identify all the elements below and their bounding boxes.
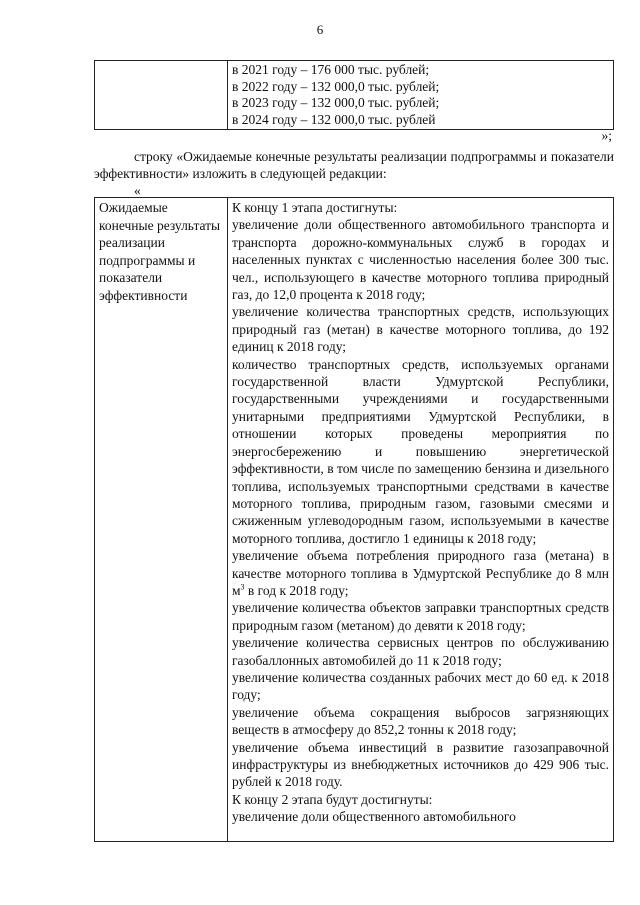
funding-table	[94, 60, 614, 130]
stage-heading: К концу 1 этапа достигнуты:	[232, 200, 398, 215]
funding-line: в 2021 году – 176 000 тыс. рублей;	[232, 62, 430, 77]
results-table	[94, 197, 614, 842]
result-item: увеличение количества созданных рабочих мест до 60 ед. к 2018 году;	[232, 669, 609, 703]
result-item: увеличение количества транспортных средств, использующих природный газ (метан) в качестве моторного топлива, до 192 единиц к 2018 году;	[232, 304, 609, 355]
result-item: увеличение количества сервисных центров по обслуживанию газобаллонных автомобилей до 11 к 2018 году;	[232, 635, 609, 668]
result-item: количество транспортных средств, используемых органами государственной власти Удмуртской Республики, государственными учреждениями и государственными унитарными предприятиями Удмуртской Республики, в отношении которых проведены мероприятия по энергосбережению и повышению энергетической эффективности, в том числе по замещению бензина и дизельного топлива, используемых транспортными средствами в качестве моторного топлива, природным газом, газовыми смесями и сжиженным углеводородным газом, используемыми в качестве моторного топлива, достигло 1 единицы к 2018 году;	[232, 356, 609, 546]
funding-line: в 2024 году – 132 000,0 тыс. рублей	[232, 111, 436, 127]
funding-line: в 2022 году – 132 000,0 тыс. рублей;	[232, 78, 440, 94]
amendment-paragraph: строку «Ожидаемые конечные результаты реализации подпрограммы и показатели эффективности» изложить в следующей редакции:	[94, 149, 614, 181]
stage-heading: К концу 2 этапа будут достигнуты:	[232, 791, 433, 807]
result-item-text: в год к 2018 году;	[244, 582, 349, 598]
funding-line: в 2023 году – 132 000,0 тыс. рублей;	[232, 95, 440, 110]
result-item: увеличение доли общественного автомобильного	[232, 809, 516, 825]
superscript: 3	[240, 582, 245, 592]
funding-table-left-cell	[95, 61, 228, 130]
results-content-cell	[228, 198, 614, 842]
result-item: увеличение объема инвестиций в развитие газозаправочной инфраструктуры из внебюджетных источников до 429 906 тыс. рублей к 2018 году.	[232, 739, 609, 790]
results-label-cell: Ожидаемые конечные результаты реализации подпрограммы и показатели эффективности	[95, 198, 228, 842]
result-item: увеличение доли общественного автомобильного транспорта и транспорта дорожно-коммунальных служб в городах и населенных пунктах с численностью населения более 300 тыс. чел., использующего в качестве моторного топлива природный газ, до 12,0 процента к 2018 году;	[232, 217, 609, 303]
table-row	[95, 61, 614, 130]
opening-quote: «	[134, 183, 141, 198]
table-row	[95, 198, 614, 842]
funding-table-right-cell	[228, 61, 614, 130]
page-number: 6	[316, 22, 324, 37]
result-item-text: увеличение объема потребления природного газа (метана) в качестве моторного топлива в Удмуртской Республике до 8 млн м	[232, 548, 609, 598]
result-item: увеличение количества объектов заправки транспортных средств природным газом (метаном) до девяти к 2018 году;	[232, 600, 609, 633]
result-item	[232, 547, 609, 599]
closing-quote: »;	[601, 128, 612, 143]
result-item: увеличение объема сокращения выбросов загрязняющих веществ в атмосферу до 852,2 тонны к 2018 году;	[232, 704, 609, 738]
